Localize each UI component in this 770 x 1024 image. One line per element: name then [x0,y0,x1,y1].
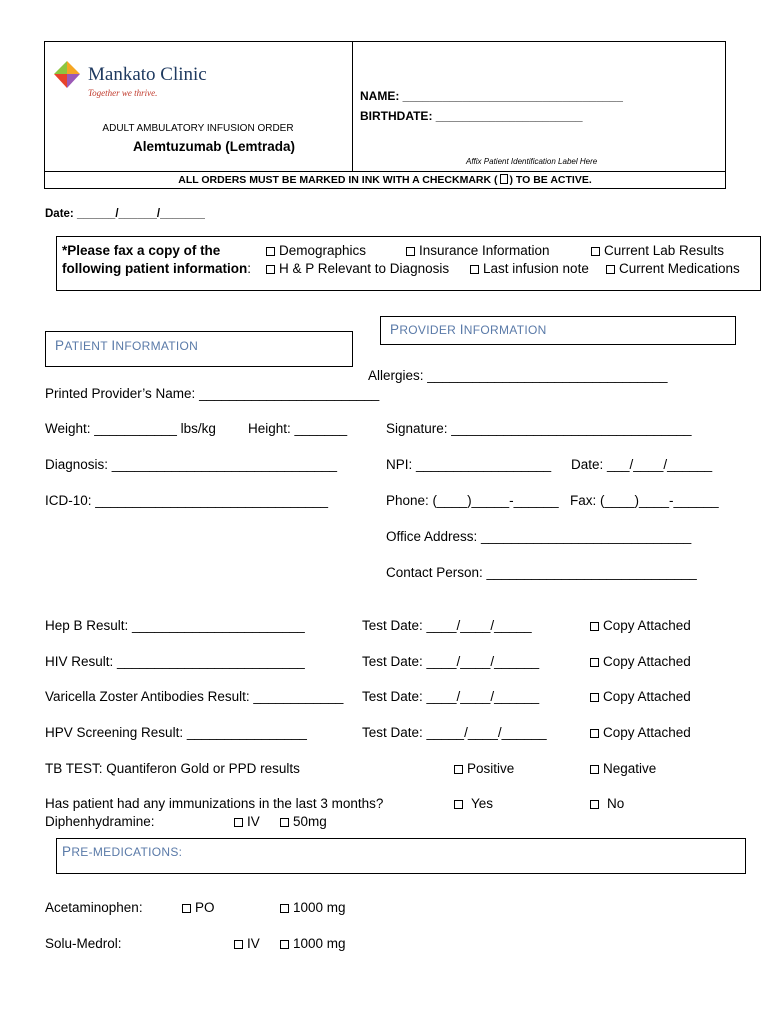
fax-request-line2-wrap [62,261,251,276]
hep-b-test-date-field[interactable]: Test Date: ____/____/_____ [362,618,532,633]
fax-option-labs[interactable] [591,243,724,258]
hpv-copy-attached[interactable] [590,725,691,740]
checkbox-icon[interactable] [590,693,599,702]
fax-field[interactable]: Fax: (____)____-______ [570,493,719,508]
varicella-test-date-field[interactable]: Test Date: ____/____/______ [362,689,540,704]
copy-attached-label: Copy Attached [603,618,691,633]
tb-positive-option[interactable] [454,761,514,776]
hep-b-result-field[interactable]: Hep B Result: _______________________ [45,618,305,633]
varicella-result-field[interactable]: Varicella Zoster Antibodies Result: ____________ [45,689,344,704]
acetaminophen-dose-option[interactable] [280,900,346,915]
hep-b-copy-attached[interactable] [590,618,691,633]
acetaminophen-label: Acetaminophen: [45,900,143,915]
fax-option-label: Current Lab Results [604,243,725,258]
acetaminophen-po-option[interactable] [182,900,215,915]
solumedrol-label: Solu-Medrol: [45,936,122,951]
no-label: No [607,796,625,811]
diphenhydramine-dose-option[interactable] [280,814,327,829]
provider-information-title: PROVIDER INFORMATION [390,322,547,337]
fax-request-line1: *Please fax a copy of the [62,243,221,258]
tb-negative-label: Negative [603,761,657,776]
solumedrol-dose-option[interactable] [280,936,346,951]
route-label: IV [247,936,260,951]
header-divider-horizontal [44,171,726,172]
clinic-name: Mankato Clinic [88,64,207,85]
fax-option-label: Current Medications [619,261,740,276]
copy-attached-label: Copy Attached [603,725,691,740]
immunizations-yes-option[interactable] [454,796,493,811]
immunizations-no-option[interactable] [590,796,624,811]
checkbox-icon[interactable] [590,765,599,774]
clinic-logo-icon [52,60,82,90]
icd10-field[interactable]: ICD-10: _______________________________ [45,493,329,508]
clinic-tagline: Together we thrive. [88,88,158,98]
phone-field[interactable]: Phone: (____)_____-______ [386,493,559,508]
dose-label: 1000 mg [293,936,346,951]
allergies-field[interactable]: Allergies: ________________________________ [368,368,668,383]
checkbox-icon[interactable] [280,940,289,949]
fax-option-infusion-note[interactable] [470,261,589,276]
copy-attached-label: Copy Attached [603,689,691,704]
checkbox-icon[interactable] [590,622,599,631]
tb-positive-label: Positive [467,761,515,776]
provider-date-field[interactable]: Date: ___/____/______ [571,457,713,472]
hiv-result-field[interactable]: HIV Result: _________________________ [45,654,305,669]
immunizations-question: Has patient had any immunizations in the last 3 months? [45,796,384,811]
hiv-copy-attached[interactable] [590,654,691,669]
signature-field[interactable]: Signature: ________________________________ [386,421,692,436]
fax-option-demographics[interactable] [266,243,366,258]
fax-option-hp[interactable] [266,261,449,276]
route-label: PO [195,900,215,915]
checkbox-icon[interactable] [591,247,600,256]
form-type: ADULT AMBULATORY INFUSION ORDER [102,123,294,134]
hpv-test-date-field[interactable]: Test Date: _____/____/______ [362,725,547,740]
fax-option-label: Demographics [279,243,367,258]
checkbox-icon[interactable] [182,904,191,913]
checkbox-icon[interactable] [266,247,275,256]
banner-text-start: ALL ORDERS MUST BE MARKED IN INK WITH A CHECKMARK ( [178,174,498,186]
printed-provider-name-field[interactable]: Printed Provider’s Name: ________________________ [45,386,380,401]
diagnosis-field[interactable]: Diagnosis: ______________________________ [45,457,338,472]
fax-option-label: Last infusion note [483,261,589,276]
birthdate-field[interactable]: BIRTHDATE: ______________________ [360,109,583,123]
solumedrol-iv-option[interactable] [234,936,260,951]
checkbox-icon[interactable] [470,265,479,274]
banner-text-end: ) TO BE ACTIVE. [509,174,592,186]
fax-option-label: Insurance Information [419,243,550,258]
fax-request-line2: following patient information [62,261,248,276]
dose-label: 50mg [293,814,327,829]
checkbox-icon[interactable] [266,265,275,274]
checkbox-icon[interactable] [606,265,615,274]
tb-negative-option[interactable] [590,761,656,776]
banner-checkbox-icon [500,174,508,184]
tb-test-label: TB TEST: Quantiferon Gold or PPD results [45,761,300,776]
copy-attached-label: Copy Attached [603,654,691,669]
yes-label: Yes [471,796,494,811]
contact-person-field[interactable]: Contact Person: ____________________________ [386,565,697,580]
order-date-field[interactable]: Date: ______/______/_______ [45,208,205,220]
checkbox-icon[interactable] [280,818,289,827]
office-address-field[interactable]: Office Address: ____________________________ [386,529,692,544]
diphenhydramine-label: Diphenhydramine: [45,814,155,829]
affix-label-note: Affix Patient Identification Label Here [466,157,598,166]
patient-information-title: PATIENT INFORMATION [55,338,199,353]
checkbox-icon[interactable] [590,658,599,667]
patient-name-field[interactable]: NAME: _________________________________ [360,89,623,103]
checkbox-icon[interactable] [280,904,289,913]
hiv-test-date-field[interactable]: Test Date: ____/____/______ [362,654,540,669]
route-label: IV [247,814,260,829]
checkbox-icon[interactable] [234,940,243,949]
ink-checkmark-banner [44,174,726,186]
varicella-copy-attached[interactable] [590,689,691,704]
checkbox-icon[interactable] [590,729,599,738]
checkbox-icon[interactable] [590,800,599,809]
hpv-result-field[interactable]: HPV Screening Result: ________________ [45,725,307,740]
checkbox-icon[interactable] [454,800,463,809]
fax-request-colon: : [247,261,251,276]
weight-field[interactable]: Weight: ___________ lbs/kg [45,421,216,436]
drug-title: Alemtuzumab (Lemtrada) [132,139,296,154]
checkbox-icon[interactable] [406,247,415,256]
diphenhydramine-iv-option[interactable] [234,814,260,829]
pre-medications-title: PRE-MEDICATIONS: [62,844,183,859]
fax-option-insurance[interactable] [406,243,550,258]
checkbox-icon[interactable] [234,818,243,827]
fax-option-medications[interactable] [606,261,740,276]
checkbox-icon[interactable] [454,765,463,774]
fax-option-label: H & P Relevant to Diagnosis [279,261,450,276]
dose-label: 1000 mg [293,900,346,915]
npi-field[interactable]: NPI: __________________ [386,457,552,472]
height-field[interactable]: Height: _______ [248,421,348,436]
